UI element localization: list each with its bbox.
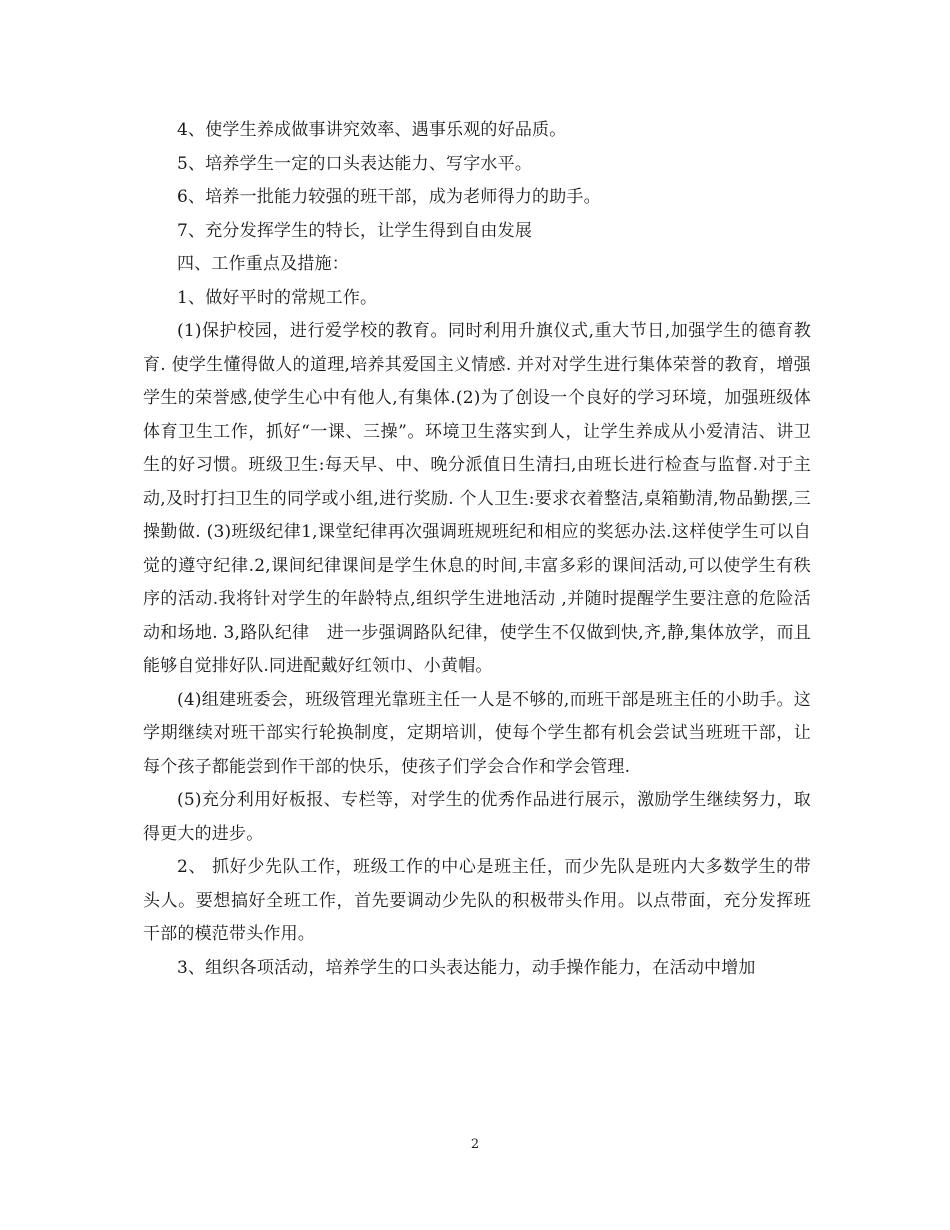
paragraph-routine-work: 1、做好平时的常规工作。 bbox=[177, 287, 378, 308]
paragraph-goal-4: 4、使学生养成做事讲究效率、遇事乐观的好品质。 bbox=[177, 120, 567, 140]
page-number: 2 bbox=[470, 1137, 480, 1152]
section-heading-key-work: 四、工作重点及措施： bbox=[177, 254, 349, 274]
paragraph-goal-6: 6、培养一批能力较强的班干部，成为老师得力的助手。 bbox=[177, 187, 601, 207]
paragraph-blackboard: (5)充分利用好板报、专栏等，对学生的优秀作品进行展示，激励学生继续努力，取得更大的进步。 bbox=[143, 790, 811, 844]
paragraph-campus-education: (1)保护校园，进行爱学校的教育。同时利用升旗仪式,重大节日,加强学生的德育教育. 使学生懂得做人的道理,培养其爱国主义情感. 并对对学生进行集体荣誉的教育，增强学生的荣誉感,使学生心中有他人,有集体.(2)为了创设一个良好的学习环境，加强班级体体育卫生工作，抓好“一课、三操”。环境卫生落实到人，让学生养成从小爱清洁、讲卫生的好习惯。班级卫生:每天早、中、晚分派值日生清扫,由班长进行检查与监督.对于主动,及时打扫卫生的同学或小组,进行奖励. 个人卫生:要求衣着整洁,桌箱勤清,物品勤摆,三操勤做. (3)班级纪律1,课堂纪律再次强调班规班纪和相应的奖惩办法.这样使学生可以自觉的遵守纪律.2,课间纪律课间是学生休息的时间,丰富多彩的课间活动,可以使学生有秩序的活动.我将针对学生的年龄特点,组织学生进地活动 ,并随时提醒学生要注意的危险活动和场地. 3,路队纪律 进一步强调路队纪律，使学生不仅做到快,齐,静,集体放学，而且能够自觉排好队.同进配戴好红领巾、小黄帽。 bbox=[143, 321, 811, 676]
paragraph-goal-7: 7、充分发挥学生的特长，让学生得到自由发展 bbox=[177, 220, 533, 241]
document-body bbox=[143, 114, 811, 985]
paragraph-activities: 3、组织各项活动，培养学生的口头表达能力，动手操作能力，在活动中增加 bbox=[177, 957, 756, 978]
paragraph-class-committee: (4)组建班委会，班级管理光靠班主任一人是不够的,而班干部是班主任的小助手。这学期继续对班干部实行轮换制度，定期培训，使每个学生都有机会尝试当班班干部，让每个孩子都能尝到作干部的快乐，使孩子们学会合作和学会管理. bbox=[143, 689, 811, 777]
paragraph-goal-5: 5、培养学生一定的口头表达能力、写字水平。 bbox=[177, 153, 533, 174]
paragraph-young-pioneers: 2、 抓好少先队工作，班级工作的中心是班主任，而少先队是班内大多数学生的带头人。要想搞好全班工作，首先要调动少先队的积极带头作用。以点带面，充分发挥班干部的模范带头作用。 bbox=[143, 857, 811, 944]
